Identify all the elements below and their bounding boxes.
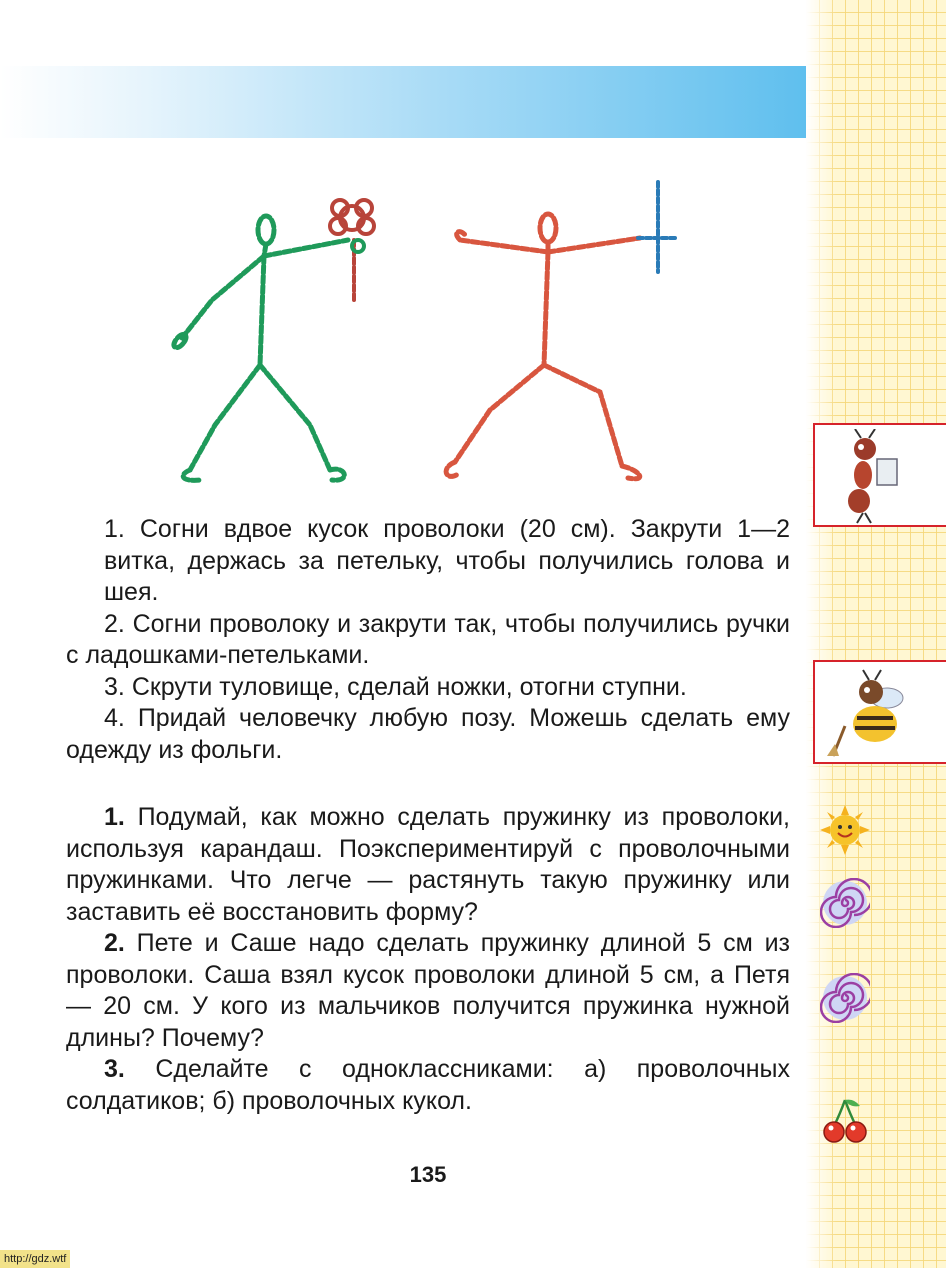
sun-icon: [820, 805, 870, 855]
blue-cross-in-hand: [638, 182, 678, 272]
task-number: 3.: [104, 1055, 125, 1083]
step-text: Согни проволоку и закрути так, чтобы получились ручки с ладошками-петельками.: [66, 609, 790, 669]
task-1: [66, 802, 790, 928]
step-number: 4.: [104, 704, 125, 732]
step-text: Скрути туловище, сделай ножки, отогни ступни.: [131, 672, 687, 701]
spiral-icon: [820, 973, 870, 1023]
red-wire-figure: [446, 214, 640, 479]
step-1: [66, 514, 790, 609]
task-number: 1.: [104, 803, 125, 831]
task-3: [66, 1054, 790, 1117]
task-list: [66, 802, 790, 1117]
step-text: Согни вдвое кусок проволоки (20 см). Закрути 1—2 витка, держась за петельку, чтобы получились голова и шея.: [104, 515, 790, 606]
task-number: 2.: [104, 929, 125, 957]
step-2: [66, 609, 790, 672]
step-number: 3.: [104, 672, 125, 701]
cherry-icon: [820, 1096, 870, 1146]
margin-grid-strip: [806, 0, 946, 1268]
green-wire-figure: [172, 216, 348, 480]
bee-character-box: [813, 660, 946, 764]
step-number: 2.: [104, 609, 125, 638]
step-4: [66, 703, 790, 766]
step-number: 1.: [104, 515, 125, 543]
header-band: [0, 66, 806, 138]
watermark-link[interactable]: http://gdz.wtf: [0, 1250, 70, 1268]
ant-character-box: [813, 423, 946, 527]
step-3: [66, 672, 790, 704]
task-text: Сделайте с одноклассниками: а) проволочных солдатиков; б) проволочных кукол.: [66, 1055, 790, 1115]
ant-character-icon: [825, 429, 915, 525]
wire-figures-illustration: [160, 170, 720, 500]
flower-in-hand: [330, 200, 374, 300]
task-text: Подумай, как можно сделать пружинку из проволоки, используя карандаш. Поэкспериментируй с проволочными пружинками. Что легче — растянуть такую пружинку или заставить её восстановить форму?: [66, 803, 791, 926]
page-number: 135: [409, 1162, 447, 1187]
spiral-icon: [820, 878, 870, 928]
task-2: [66, 928, 790, 1054]
task-text: Пете и Саше надо сделать пружинку длиной 5 см из проволоки. Саша взял кусок проволоки длиной 5 см, а Петя — 20 см. У кого из мальчиков получится пружинка нужной длины? Почему?: [66, 929, 790, 1052]
instruction-steps: [66, 514, 790, 766]
bee-character-icon: [825, 666, 925, 762]
step-text: Придай человечку любую позу. Можешь сделать ему одежду из фольги.: [66, 704, 790, 764]
